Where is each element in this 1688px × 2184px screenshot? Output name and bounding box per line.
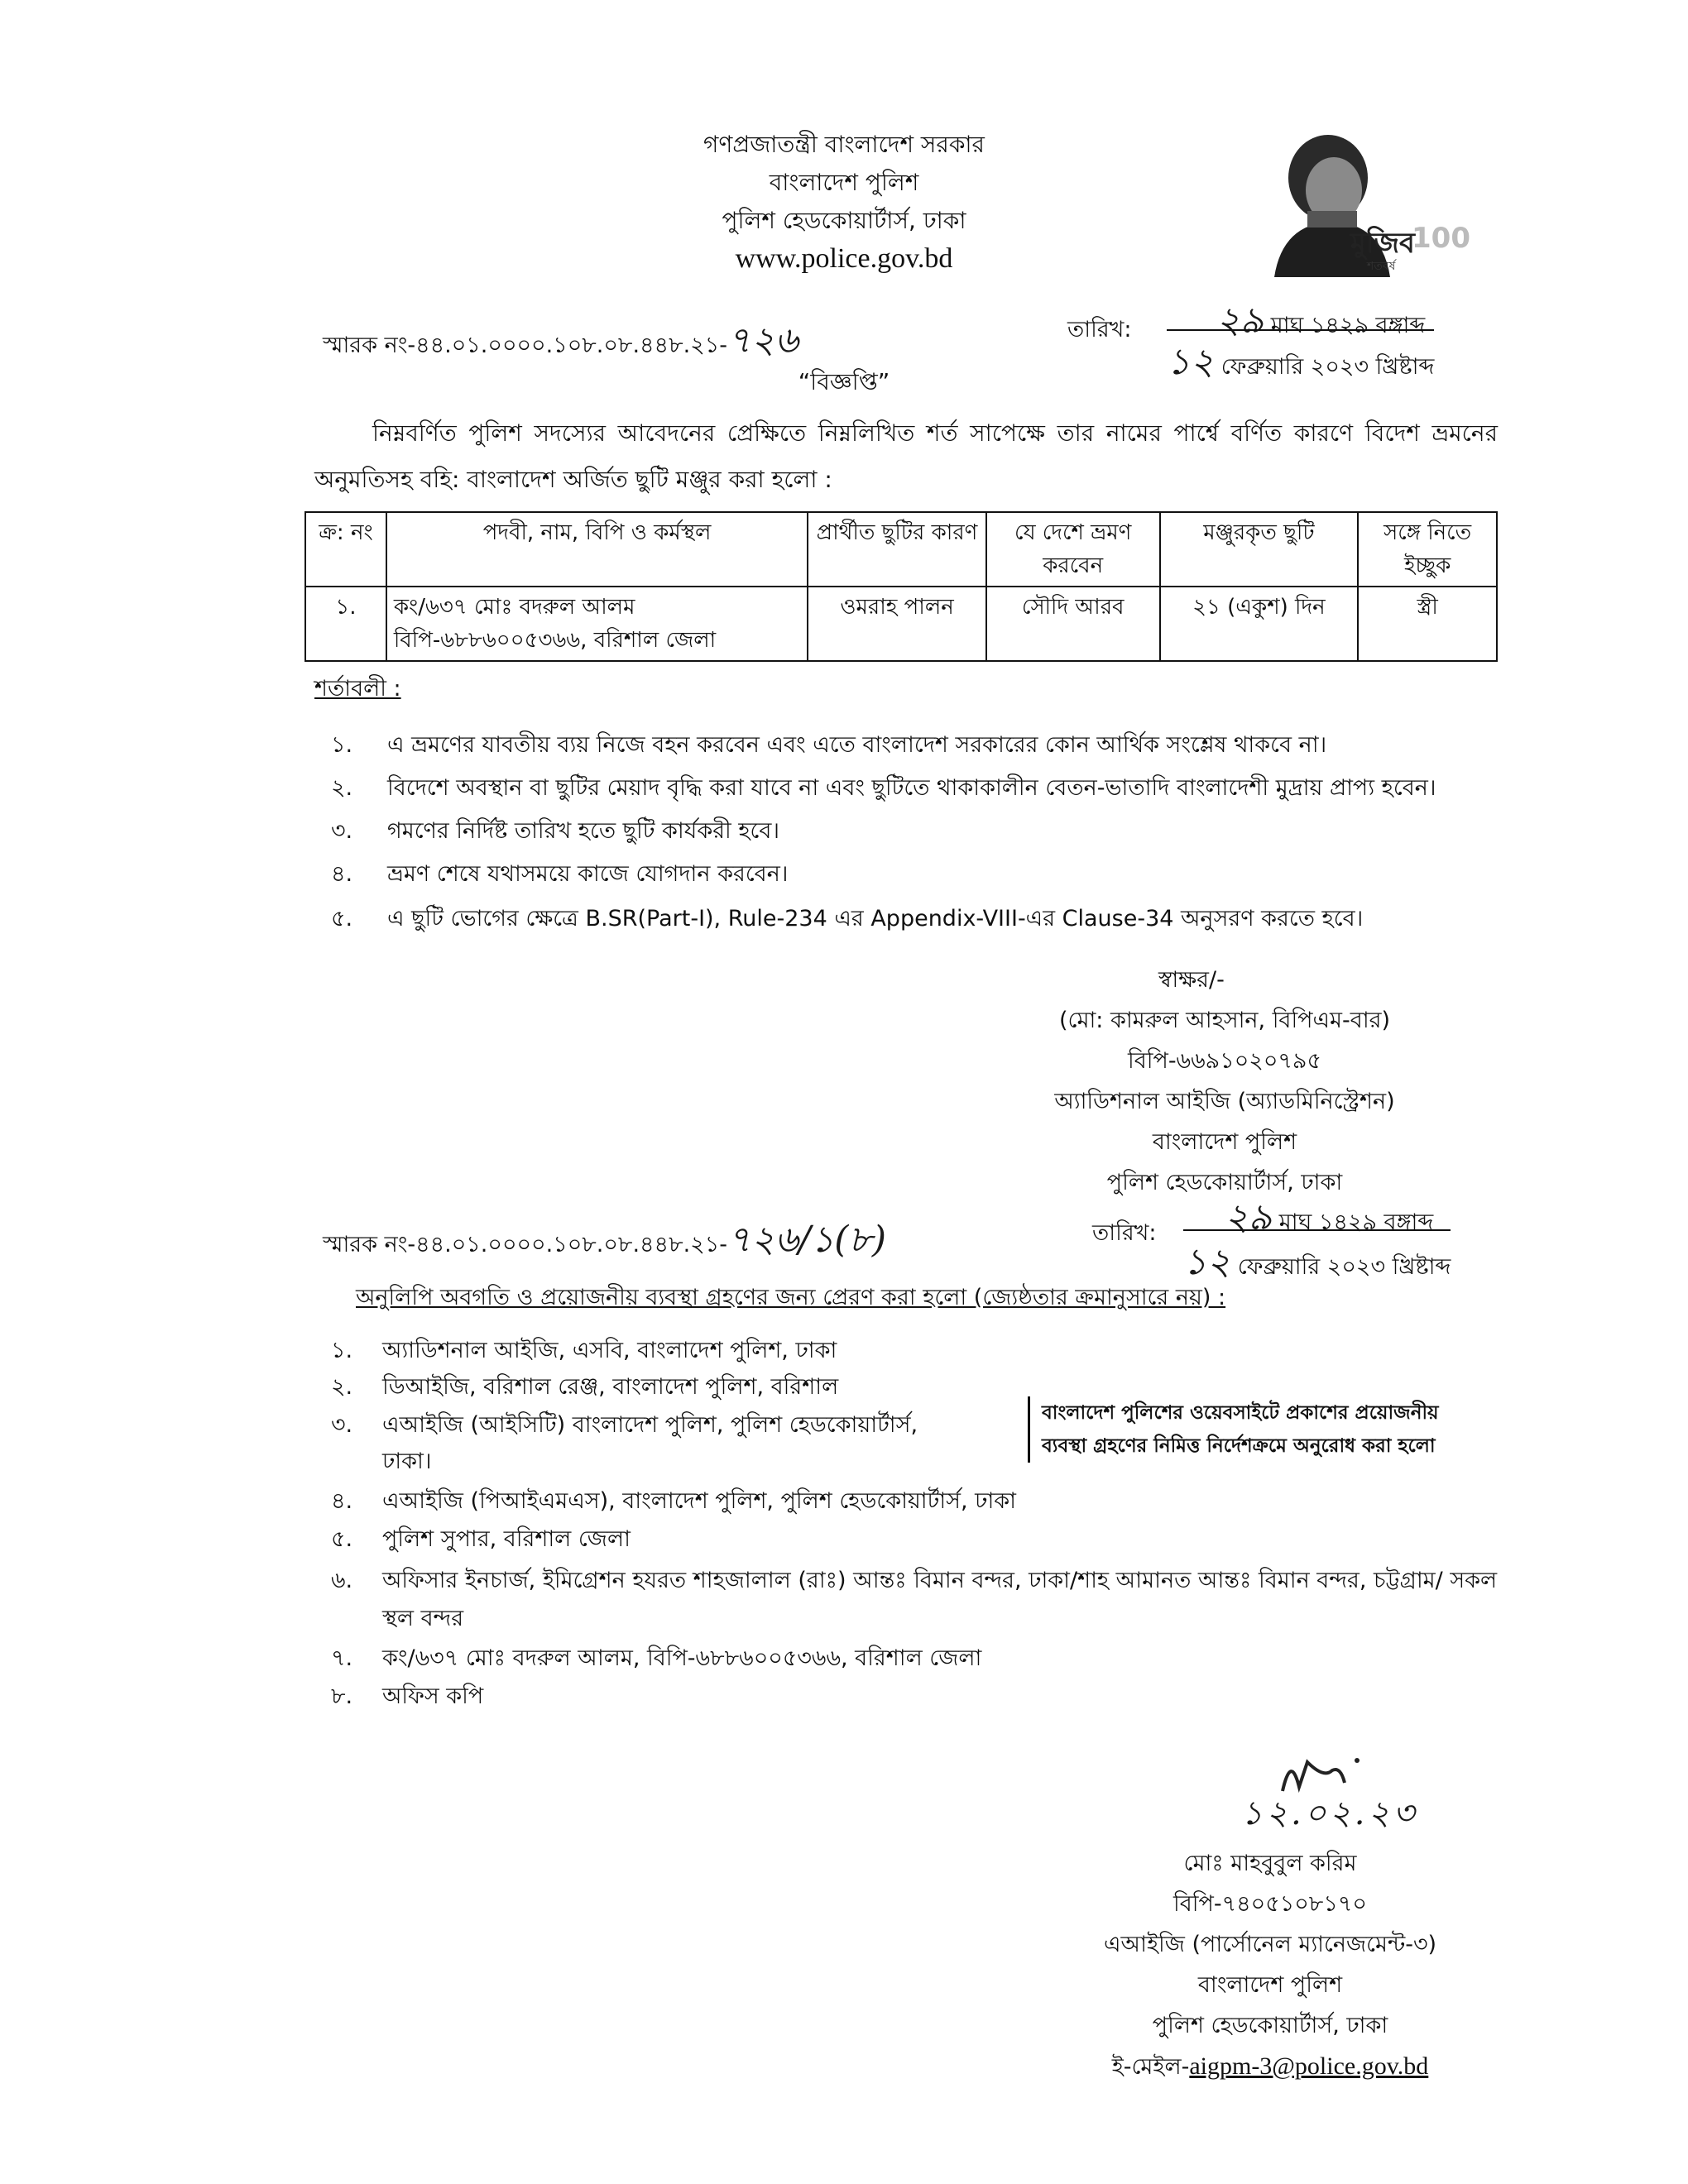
- signatory-name: (মো: কামরুল আহসান, বিপিএম-বার): [1058, 1008, 1391, 1033]
- cell-reason: ওমরাহ পালন: [808, 587, 986, 661]
- col-serial: ক্র: নং: [305, 512, 386, 587]
- signatory-name: মোঃ মাহবুবুল করিম: [1183, 1851, 1357, 1876]
- signatory-office: পুলিশ হেডকোয়ার্টার্স, ঢাকা: [1152, 2013, 1388, 2038]
- signature-date: ১২.০২.২৩: [1241, 1794, 1418, 1832]
- signatory-block-1: [1018, 960, 1431, 1203]
- table-row: [305, 587, 1497, 661]
- signed-mark: স্বাক্ষর/-: [1158, 967, 1225, 993]
- signatory-office: পুলিশ হেডকোয়ার্টার্স, ঢাকা: [1106, 1170, 1343, 1195]
- notice-title: “বিজ্ঞপ্তি”: [798, 368, 890, 395]
- col-country: যে দেশে ভ্রমণ করবেন: [986, 512, 1160, 587]
- date-label: তারিখ:: [1092, 1220, 1157, 1246]
- mujib-100-logo: [1258, 132, 1470, 277]
- signatory-org: বাংলাদেশ পুলিশ: [1152, 1129, 1297, 1155]
- office-name: পুলিশ হেডকোয়ার্টার্স, ঢাকা: [722, 207, 966, 234]
- col-reason: প্রার্থীত ছুটির কারণ: [808, 512, 986, 587]
- logo-text-year: শতবর্ষ: [1367, 260, 1396, 273]
- signatory-designation: এআইজি (পার্সোনেল ম্যানেজমেন্ট-৩): [1103, 1932, 1437, 1957]
- signatory-bp: বিপি-৭৪০৫১০৮১৭০: [1173, 1891, 1367, 1917]
- date-bangla-day: ২৯: [1216, 299, 1264, 342]
- logo-text-100: 100: [1412, 222, 1470, 255]
- date-english-rest: ফেব্রুয়ারি ২০২৩ খ্রিষ্টাব্দ: [1237, 1254, 1451, 1280]
- date-english-rest: ফেব্রুয়ারি ২০২৩ খ্রিষ্টাব্দ: [1220, 354, 1435, 380]
- date-english-day: ১২: [1167, 341, 1215, 383]
- col-name: পদবী, নাম, বিপি ও কর্মস্থল: [386, 512, 808, 587]
- cell-name-line1: কং/৬৩৭ মোঃ বদরুল আলম: [393, 595, 635, 620]
- cell-companion: স্ত্রী: [1358, 587, 1497, 661]
- date-label: তারিখ:: [1067, 317, 1132, 342]
- cell-country: সৌদি আরব: [986, 587, 1160, 661]
- memo-label: স্মারক নং-৪৪.০১.০০০০.১০৮.০৮.৪৪৮.২১-: [323, 333, 727, 358]
- signatory-designation: অ্যাডিশনাল আইজি (অ্যাডমিনিস্ট্রেশন): [1054, 1089, 1395, 1114]
- date-bangla-day: ২৯: [1225, 1196, 1273, 1238]
- col-leave: মঞ্জুরকৃত ছুটি: [1160, 512, 1359, 587]
- col-companion: সঙ্গে নিতে ইচ্ছুক: [1358, 512, 1497, 587]
- memo-number-2: [323, 1212, 886, 1272]
- govt-name: গণপ্রজাতন্ত্রী বাংলাদেশ সরকার: [703, 131, 985, 158]
- conditions-title: শর্তাবলী :: [314, 676, 401, 702]
- signatory-bp: বিপি-৬৬৯১০২০৭৯৫: [1128, 1048, 1321, 1074]
- memo-label: স্মারক নং-৪৪.০১.০০০০.১০৮.০৮.৪৪৮.২১-: [323, 1232, 727, 1257]
- date-english-day: ১২: [1183, 1241, 1231, 1283]
- signatory-block-2: [1076, 1843, 1465, 2087]
- leave-table: [305, 511, 1498, 662]
- date-bangla-rest: মাঘ ১৪২৯ বঙ্গাব্দ: [1270, 313, 1426, 338]
- signatory-email: ই-মেইল-aigpm-3@police.gov.bd: [1111, 2052, 1429, 2080]
- date-bangla-rest: মাঘ ১৪২৯ বঙ্গাব্দ: [1278, 1209, 1434, 1235]
- cell-serial: ১.: [305, 587, 386, 661]
- logo-text-mujib: মুজিব: [1350, 227, 1415, 260]
- cell-leave: ২১ (একুশ) দিন: [1160, 587, 1359, 661]
- signatory-org: বাংলাদেশ পুলিশ: [1197, 1972, 1343, 1998]
- dept-name: বাংলাদেশ পুলিশ: [769, 169, 919, 196]
- cell-name-line2: বিপি-৬৮৮৬০০৫৩৬৬, বরিশাল জেলা: [393, 628, 717, 653]
- memo-number-handwritten: ৭২৬: [727, 319, 798, 362]
- copy-section-title: অনুলিপি অবগতি ও প্রয়োজনীয় ব্যবস্থা গ্রহণের জন্য প্রেরণ করা হলো (জ্যেষ্ঠতার ক্রমানুসারে নয়) :: [356, 1285, 1226, 1310]
- cell-name: [386, 587, 808, 661]
- memo-number-handwritten: ৭২৬/১(৮): [727, 1219, 887, 1261]
- website-link[interactable]: www.police.gov.bd: [735, 243, 953, 274]
- table-header-row: [305, 512, 1497, 587]
- intro-paragraph: নিম্নবর্ণিত পুলিশ সদস্যের আবেদনের প্রেক্ষিতে নিম্নলিখিত শর্ত সাপেক্ষে তার নামের পার্শ্বে বর্ণিত কারণে বিদেশ ভ্রমনের অনুমতিসহ বহি: বাংলাদেশ অর্জিত ছুটি মঞ্জুর করা হলো :: [314, 419, 1498, 493]
- website-publish-note: বাংলাদেশ পুলিশের ওয়েবসাইটে প্রকাশের প্রয়োজনীয় ব্যবস্থা গ্রহণের নিমিত্ত নির্দেশক্রমে অনুরোধ করা হলো: [1028, 1396, 1480, 1463]
- email-link[interactable]: aigpm-3@police.gov.bd: [1189, 2052, 1429, 2080]
